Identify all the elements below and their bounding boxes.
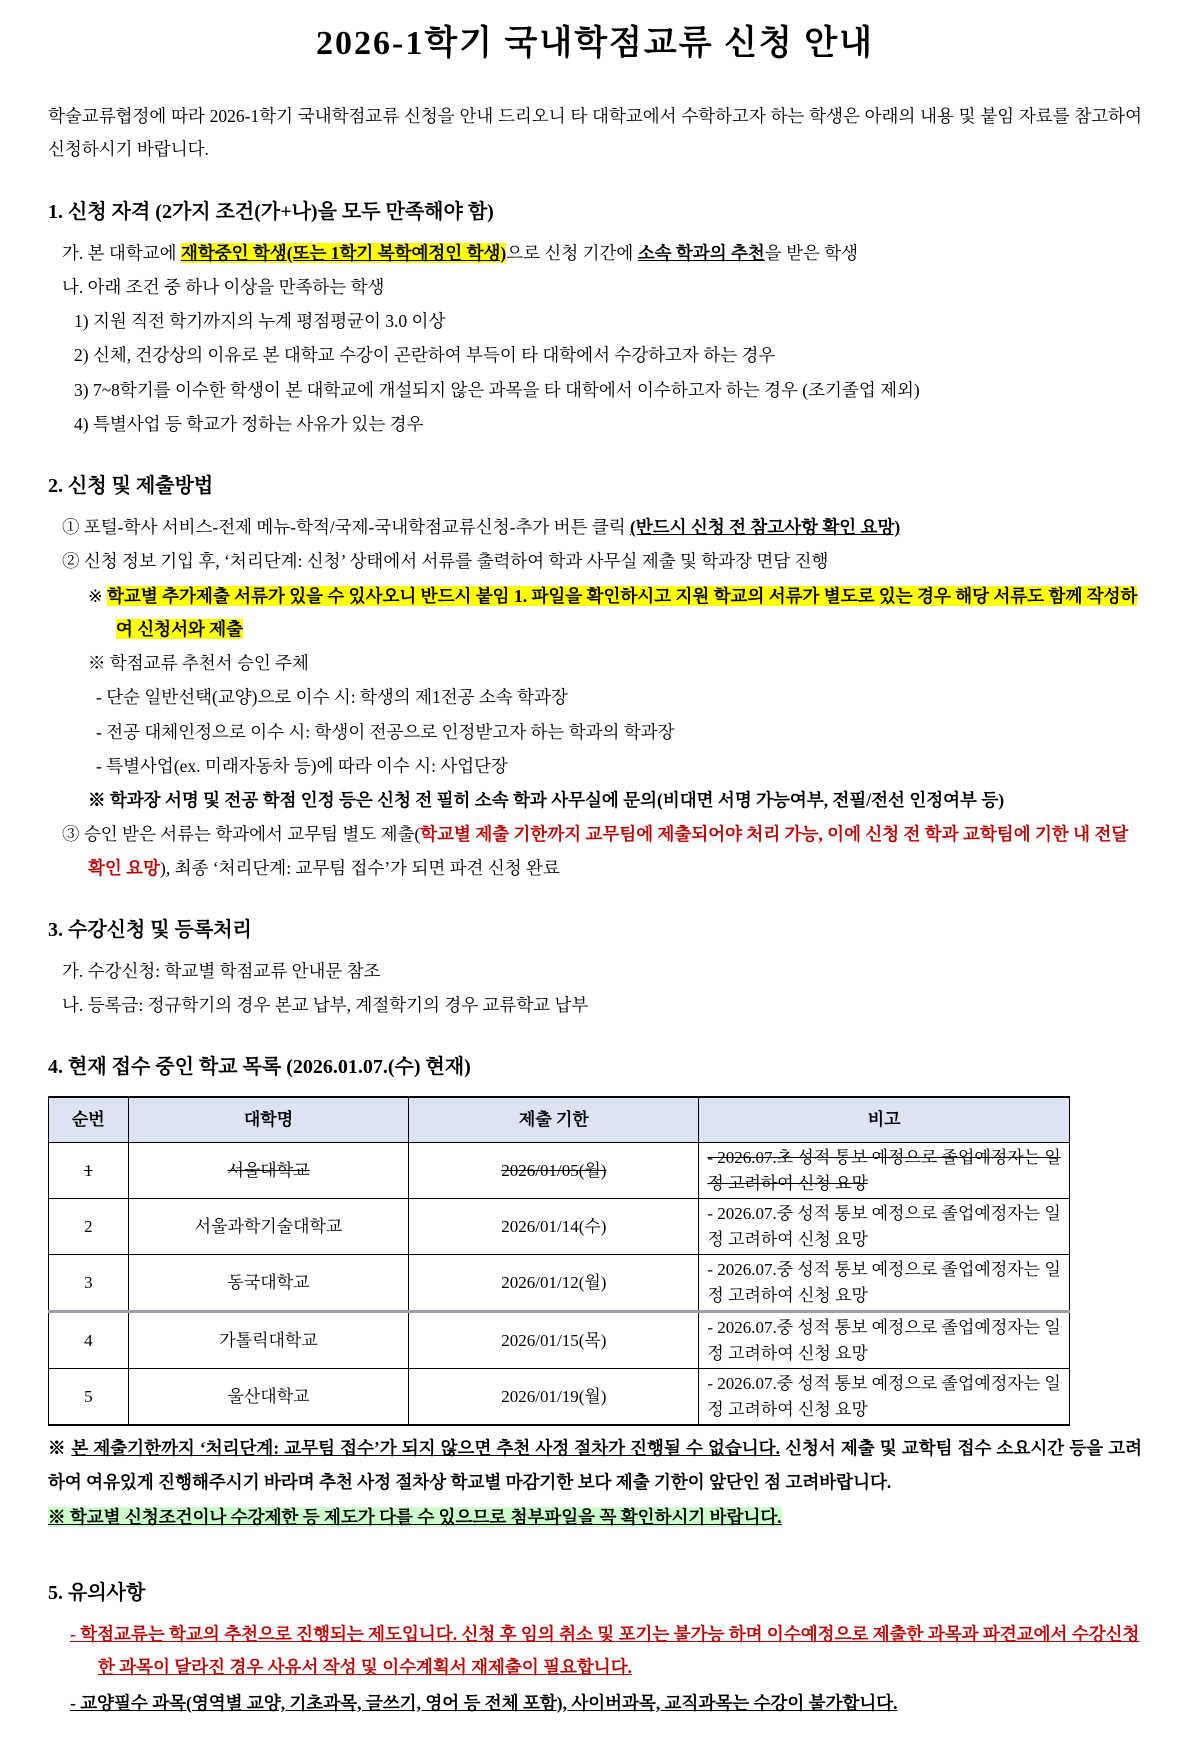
table-row <box>49 1199 1070 1255</box>
section1-subitem-2: 2) 신체, 건강상의 이유로 본 대학교 수강이 곤란하여 부득이 타 대학에서 수강하고자 하는 경우 <box>74 345 776 366</box>
cell-no: 1 <box>49 1143 129 1199</box>
section3-heading: 3. 수강신청 및 등록처리 <box>48 918 252 941</box>
cell-deadline: 2026/01/12(월) <box>409 1255 699 1312</box>
sign-note-text: 학과장 서명 및 전공 학점 인정 등은 신청 전 필히 소속 학과 사무실에 문의(비대면 서명 가능여부, 전필/전선 인정여부 등) <box>109 790 1005 811</box>
item1-marker: ① <box>62 517 80 538</box>
yellow-note-marker: ※ <box>88 585 103 606</box>
item-ga-yellow-highlight: 재학중인 학생(또는 1학기 복학예정인 학생) <box>180 242 507 263</box>
cell-remark: - 2026.07.중 성적 통보 예정으로 졸업예정자는 일정 고려하여 신청 요망 <box>699 1199 1070 1255</box>
item1-text: 포털-학사 서비스-전제 메뉴-학적/국제-국내학점교류신청-추가 버튼 클릭 <box>83 517 630 538</box>
table-row <box>49 1255 1070 1312</box>
section1-subitem-1: 1) 지원 직전 학기까지의 누계 평점평균이 3.0 이상 <box>74 311 446 332</box>
item2-text: 신청 정보 기입 후, ‘처리단계: 신청’ 상태에서 서류를 출력하여 학과 사무실 제출 및 학과장 면담 진행 <box>83 551 829 572</box>
approver-item-1: - 단순 일반선택(교양)으로 이수 시: 학생의 제1전공 소속 학과장 <box>96 687 568 708</box>
header-deadline: 제출 기한 <box>409 1097 699 1143</box>
section2-sign-note <box>48 784 1142 817</box>
section4-heading: 4. 현재 접수 중인 학교 목록 (2026.01.07.(수) 현재) <box>48 1056 471 1079</box>
cell-no: 3 <box>49 1255 129 1312</box>
cell-remark: - 2026.07.중 성적 통보 예정으로 졸업예정자는 일정 고려하여 신청 요망 <box>699 1369 1070 1426</box>
item3-prefix: 승인 받은 서류는 학과에서 교무팀 별도 제출( <box>83 824 421 845</box>
section2-item-3 <box>48 818 1142 885</box>
section1-item-ga <box>48 237 1142 270</box>
approver-item-3: - 특별사업(ex. 미래자동차 등)에 따라 이수 시: 사업단장 <box>96 755 508 776</box>
cell-deadline: 2026/01/19(월) <box>409 1369 699 1426</box>
header-no: 순번 <box>49 1097 129 1143</box>
approver-item-2: - 전공 대체인정으로 이수 시: 학생이 전공으로 인정받고자 하는 학과의 학과장 <box>96 721 675 742</box>
table-note-green <box>48 1501 1142 1534</box>
item-ga-mid: 으로 신청 기간에 <box>506 242 638 263</box>
cell-deadline: 2026/01/15(목) <box>409 1312 699 1369</box>
yellow-note-text: 학교별 추가제출 서류가 있을 수 있사오니 반드시 붙임 1. 파일을 확인하시고 지원 학교의 서류가 별도로 있는 경우 해당 서류도 함께 작성하여 신청서와 제출 <box>107 585 1138 639</box>
item3-marker: ③ <box>62 824 80 845</box>
cell-school: 서울과학기술대학교 <box>128 1199 409 1255</box>
header-remark: 비고 <box>699 1097 1070 1143</box>
cell-school: 서울대학교 <box>128 1143 409 1199</box>
section3-item-1: 가. 수강신청: 학교별 학점교류 안내문 참조 <box>62 960 381 981</box>
table-row <box>49 1312 1070 1369</box>
item3-red-text: 학교별 제출 기한까지 교무팀에 제출되어야 처리 가능, 이에 신청 전 학과 교학팀에 기한 내 전달 확인 요망 <box>88 824 1129 878</box>
header-school: 대학명 <box>128 1097 409 1143</box>
cell-school: 울산대학교 <box>128 1369 409 1426</box>
section5-item-2: - 교양필수 과목(영역별 교양, 기초과목, 글쓰기, 영어 등 전체 포함), 사이버과목, 교직과목는 수강이 불가합니다. <box>70 1692 898 1713</box>
table-note-rest: 신청서 제출 및 교학팀 접수 소요시간 등을 고려하여 여유있게 진행해주시기 바라며 추천 사정 절차상 학교별 마감기한 보다 제출 기한이 앞단인 점 고려바랍니다. <box>48 1438 1143 1492</box>
intro-paragraph: 학술교류협정에 따라 2026-1학기 국내학점교류 신청을 안내 드리오니 타 대학교에서 수학하고자 하는 학생은 아래의 내용 및 붙임 자료를 참고하여 신청하시기 바랍니다. <box>48 106 1142 160</box>
item1-emphasis: (반드시 신청 전 참고사항 확인 요망) <box>630 517 901 538</box>
section5-heading: 5. 유의사항 <box>48 1582 146 1605</box>
item3-suffix: ), 최종 ‘처리단계: 교무팀 접수’가 되면 파견 신청 완료 <box>160 857 560 878</box>
school-list-table <box>48 1096 1070 1426</box>
item-ga-prefix: 가. 본 대학교에 <box>62 242 181 263</box>
cell-deadline: 2026/01/14(수) <box>409 1199 699 1255</box>
document-title: 2026-1학기 국내학점교류 신청 안내 <box>316 25 874 62</box>
table-row <box>49 1369 1070 1426</box>
table-header-row <box>49 1097 1070 1143</box>
section2-item-2 <box>48 545 1142 578</box>
cell-school: 동국대학교 <box>128 1255 409 1312</box>
section2-approver-note: ※ 학점교류 추천서 승인 주체 <box>88 653 309 674</box>
item-ga-suffix: 을 받은 학생 <box>764 242 859 263</box>
cell-no: 5 <box>49 1369 129 1426</box>
table-note-marker: ※ <box>48 1438 72 1459</box>
cell-no: 2 <box>49 1199 129 1255</box>
section5-item-1: - 학점교류는 학교의 추천으로 진행되는 제도입니다. 신청 후 임의 취소 및 포기는 불가능 하며 이수예정으로 제출한 과목과 파견교에서 수강신청한 과목이 달라진 경우 사유서 작성 및 이수계획서 재제출이 필요합니다. <box>70 1624 1140 1678</box>
section1-subitem-3: 3) 7~8학기를 이수한 학생이 본 대학교에 개설되지 않은 과목을 타 대학에서 이수하고자 하는 경우 (조기졸업 제외) <box>74 379 920 400</box>
section2-yellow-note <box>48 580 1142 647</box>
table-row <box>49 1143 1070 1199</box>
section1-subitem-4: 4) 특별사업 등 학교가 정하는 사유가 있는 경우 <box>74 413 424 434</box>
cell-school: 가톨릭대학교 <box>128 1312 409 1369</box>
section2-heading: 2. 신청 및 제출방법 <box>48 475 214 498</box>
table-note-underlined: 본 제출기한까지 ‘처리단계: 교무팀 접수’가 되지 않으면 추천 사정 절차가 진행될 수 없습니다. <box>71 1438 780 1459</box>
section2-item-1 <box>48 511 1142 544</box>
item-ga-underline: 소속 학과의 추천 <box>637 242 765 263</box>
item2-marker: ② <box>62 551 80 572</box>
green-note-text: ※ 학교별 신청조건이나 수강제한 등 제도가 다를 수 있으므로 첨부파일을 꼭 확인하시기 바랍니다. <box>48 1506 782 1527</box>
cell-no: 4 <box>49 1312 129 1369</box>
table-note-deadline <box>48 1432 1142 1499</box>
cell-remark: - 2026.07.초 성적 통보 예정으로 졸업예정자는 일정 고려하여 신청 요망 <box>699 1143 1070 1199</box>
cell-deadline: 2026/01/05(월) <box>409 1143 699 1199</box>
section3-item-2: 나. 등록금: 정규학기의 경우 본교 납부, 계절학기의 경우 교류학교 납부 <box>62 995 589 1016</box>
cell-remark: - 2026.07.중 성적 통보 예정으로 졸업예정자는 일정 고려하여 신청 요망 <box>699 1255 1070 1312</box>
section1-item-na: 나. 아래 조건 중 하나 이상을 만족하는 학생 <box>62 276 385 297</box>
sign-note-marker: ※ <box>88 790 106 811</box>
cell-remark: - 2026.07.중 성적 통보 예정으로 졸업예정자는 일정 고려하여 신청 요망 <box>699 1312 1070 1369</box>
section1-heading: 1. 신청 자격 (2가지 조건(가+나)을 모두 만족해야 함) <box>48 200 494 223</box>
